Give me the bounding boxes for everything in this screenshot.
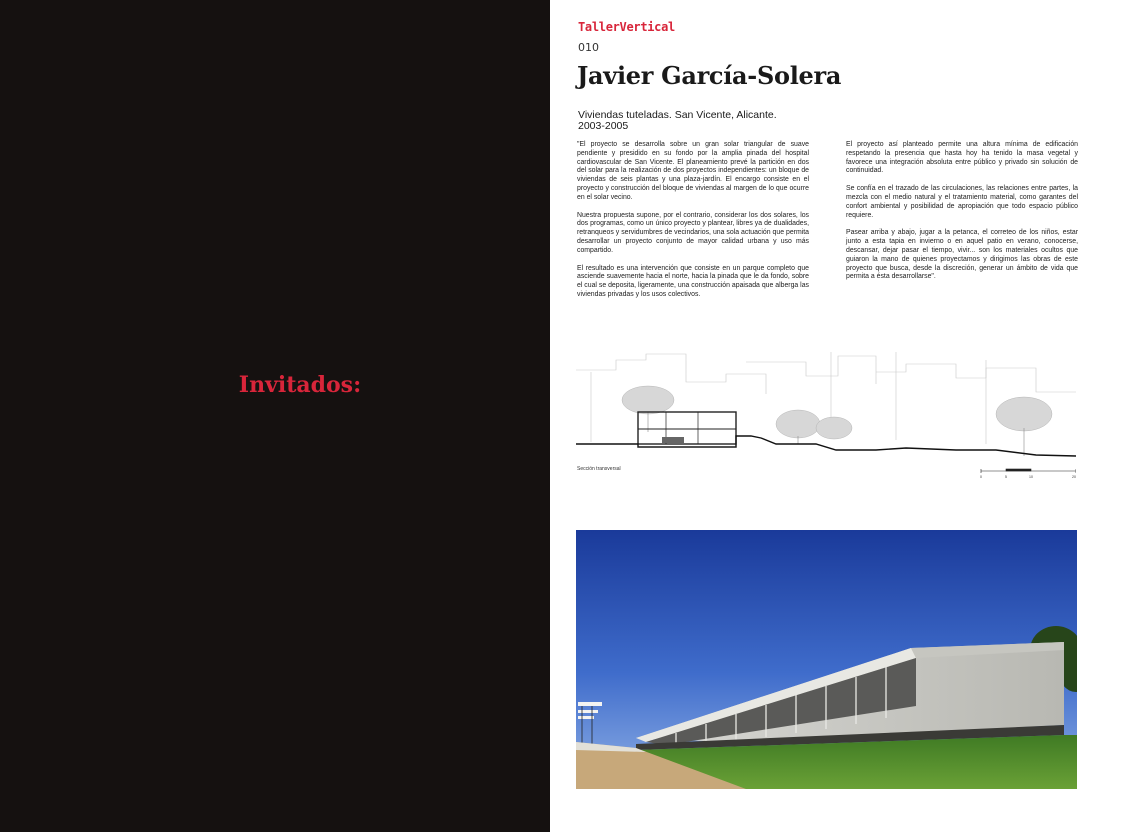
project-years: 2003-2005: [578, 120, 629, 132]
scale-label: 5: [1005, 475, 1007, 479]
project-location: Viviendas tuteladas. San Vicente, Alicante.: [578, 109, 777, 121]
text-column-right: [846, 141, 1078, 291]
paragraph: El resultado es una intervención que consiste en un parque completo que asciende suavemente hacia el norte, hacia la pinada que le da fondo, sobre el cual se deposita, ligeramente, una construcción apaisada que alberga las viviendas privadas y los usos colectivos.: [577, 264, 809, 298]
project-subtitle: [578, 110, 777, 132]
section-caption: Sección transversal: [577, 466, 621, 472]
guests-heading: Invitados:: [238, 372, 362, 398]
building-photo: [576, 530, 1077, 789]
section-drawing: [576, 352, 1076, 482]
paragraph: El proyecto así planteado permite una altura mínima de edificación respetando la presencia que hasta hoy ha tenido la masa vegetal y favorece una integración absoluta entre público y privado sin solución de continuidad.: [846, 141, 1078, 175]
paragraph: Se confía en el trazado de las circulaciones, las relaciones entre partes, la mezcla con el medio natural y el tratamiento material, como garantes del confort ambiental y posibilidad de apropiación que todo espacio público requiere.: [846, 185, 1078, 219]
page-number: 010: [578, 41, 599, 54]
page-title: Javier García-Solera: [577, 61, 842, 90]
paragraph: Nuestra propuesta supone, por el contrario, considerar los dos solares, los dos programas, como un único proyecto y plantear, libres ya de dualidades, retranqueos y servidumbres de vecindarios, una sola actuación que permita desarrollar un proyecto conjunto de mayor calidad urbana y uso más compartido.: [577, 211, 809, 254]
scale-label: 20: [1072, 475, 1076, 479]
paragraph: "El proyecto se desarrolla sobre un gran solar triangular de suave pendiente y presidido en su fondo por la amplia pinada del hospital cardiovascular de San Vicente. El planeamiento prevé la partición en dos del solar para la realización de dos proyectos independientes: un bloque de viviendas de seis plantas y una plaza-jardín. El encargo consiste en el proyecto y construcción del bloque de viviendas al margen de lo que ocurre en el solar vecino.: [577, 141, 809, 201]
text-column-left: [577, 141, 809, 309]
left-page: [0, 0, 550, 832]
scale-label: 0: [980, 475, 982, 479]
paragraph: Pasear arriba y abajo, jugar a la petanca, el correteo de los niños, estar junto a esta tapia en invierno o en aquel patio en verano, conocerse, descansar, dejar pasar el tiempo, vivir... son los materiales ocultos que guiaron la mano de quienes proyectamos y dirigimos las obras de este proyecto que busca, desde la discreción, generar un ámbito de vida que permita a ésta desarrollarse".: [846, 229, 1078, 281]
scale-label: 10: [1029, 475, 1033, 479]
right-page: [550, 0, 1134, 832]
taller-vertical-logo: TallerVertical: [578, 20, 675, 34]
